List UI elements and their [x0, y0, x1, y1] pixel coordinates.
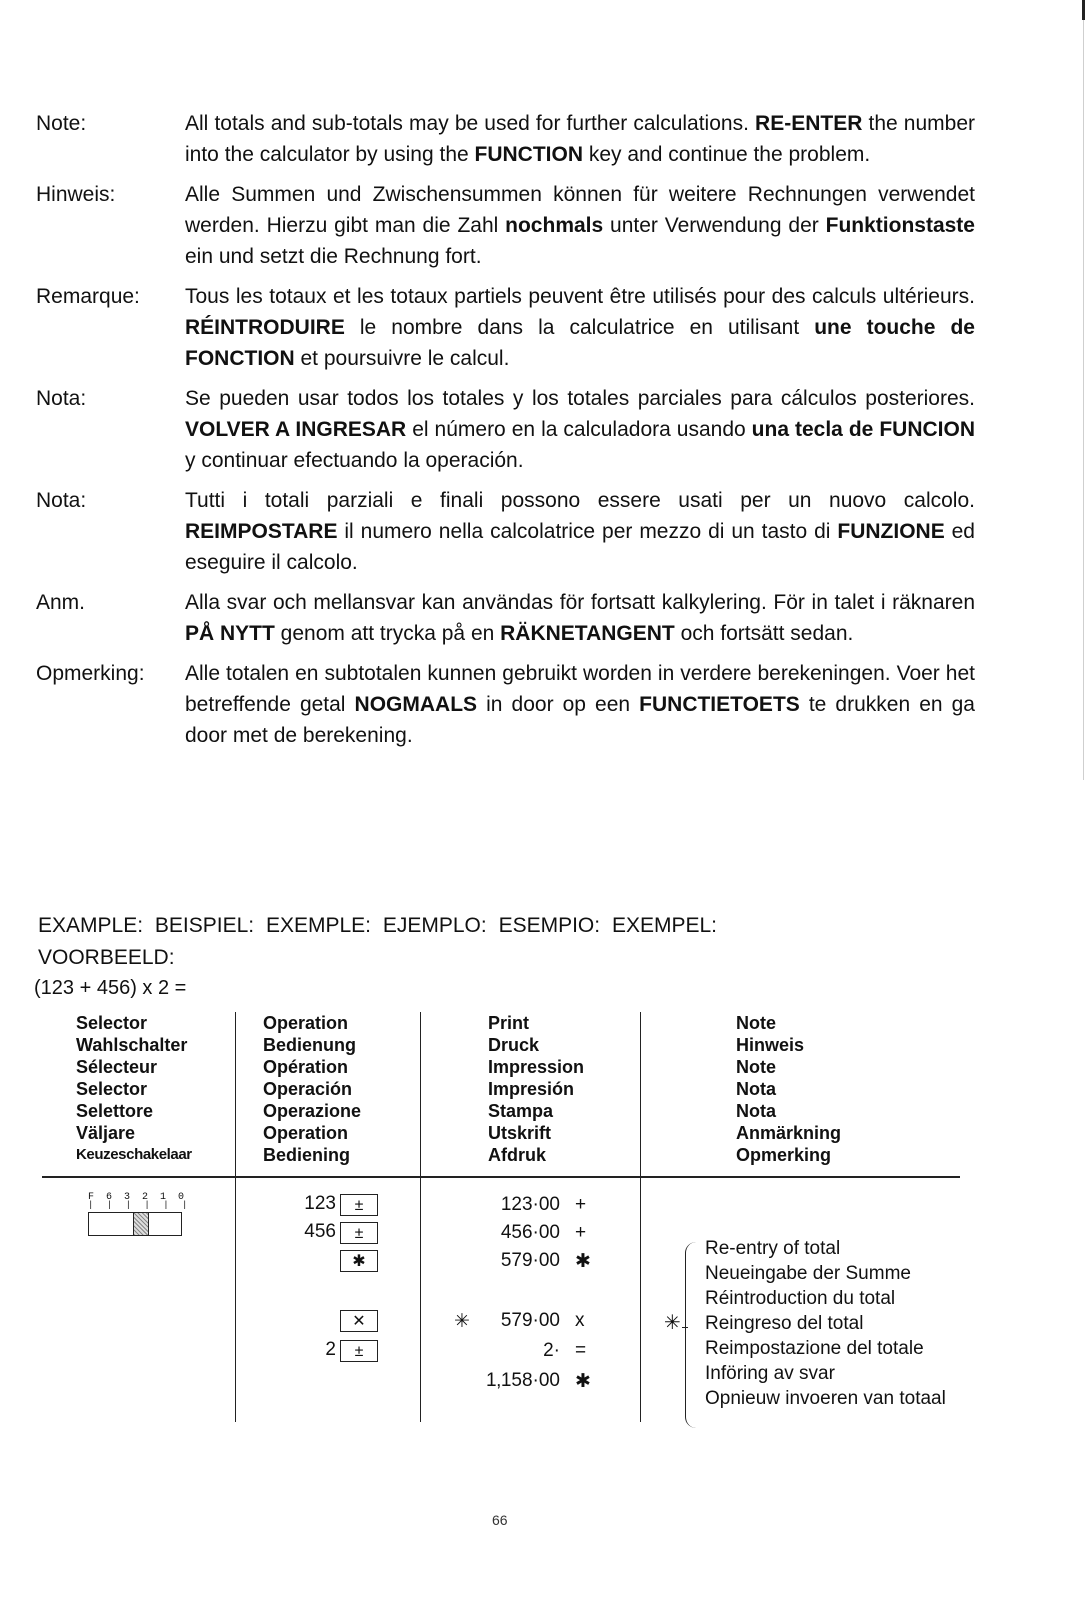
note-text: [185, 587, 975, 649]
header-cell: Wahlschalter: [76, 1035, 188, 1055]
header-cell: Väljare: [76, 1123, 136, 1143]
header-cell: Operación: [263, 1079, 353, 1099]
note-segment: Tutti i totali parziali e finali possono essere usati per un nuovo calcolo.: [185, 489, 975, 512]
note-segment: ein und setzt die Rechnung fort.: [185, 245, 482, 268]
total-key-icon: ✱: [340, 1250, 378, 1272]
note-segment: unter Verwendung der: [603, 214, 826, 237]
header-cell: Sélecteur: [76, 1057, 158, 1077]
header-cell: Operation: [263, 1013, 349, 1033]
plus-minus-key-icon: ±: [340, 1340, 378, 1362]
note-segment-bold: una tecla de FUNCION: [751, 418, 975, 441]
note-segment: genom att trycka på en: [274, 622, 501, 645]
header-cell: Note: [736, 1013, 776, 1033]
note-segment: ed eseguire il calcolo.: [185, 520, 975, 574]
page-edge-line: [1083, 20, 1084, 780]
print-row: [440, 1338, 640, 1366]
print-row: [440, 1368, 640, 1396]
header-cell: Opération: [263, 1057, 349, 1077]
note-label: Nota:: [36, 387, 87, 410]
selector-positions: F 6 3 2 1 0: [88, 1192, 188, 1203]
example-label: ESEMPIO:: [498, 914, 601, 937]
operation-row: [240, 1220, 400, 1248]
header-cell: Bediening: [263, 1145, 351, 1165]
example-label: BEISPIEL:: [154, 914, 255, 937]
note-segment-bold: nochmals: [505, 214, 604, 237]
note-label: Remarque:: [36, 285, 140, 308]
header-cell: Stampa: [488, 1101, 554, 1121]
print-symbol: ✱: [575, 1251, 591, 1272]
operation-row: [240, 1192, 400, 1220]
note-segment-bold: PÅ NYTT: [185, 622, 275, 645]
note-item: [36, 658, 976, 751]
print-row: [440, 1248, 640, 1276]
note-item: [36, 383, 976, 476]
print-row: [440, 1308, 640, 1336]
header-cell: Afdruk: [488, 1145, 546, 1165]
asterisk-icon: ✳: [454, 1311, 470, 1332]
note-line: Reingreso del total: [705, 1313, 864, 1334]
note-segment-bold: RÉINTRODUIRE: [185, 316, 345, 339]
header-selector: [76, 1012, 192, 1166]
operation-row: [240, 1308, 400, 1336]
note-item: [36, 485, 976, 578]
note-segment: Alle totalen en subtotalen kunnen gebruikt worden in verdere berekeningen. Voer het betreffende getal: [185, 662, 975, 716]
print-symbol: =: [575, 1340, 587, 1361]
note-line: Reimpostazione del totale: [705, 1338, 924, 1359]
note-segment: le nombre dans la calculatrice en utilisant: [344, 316, 815, 339]
note-label: Nota:: [36, 489, 87, 512]
plus-minus-key-icon: ±: [340, 1194, 378, 1216]
header-operation: [263, 1012, 361, 1166]
operation-number: 123: [304, 1193, 336, 1214]
note-text: [185, 179, 975, 272]
print-symbol: +: [575, 1194, 587, 1215]
note-line: Neueingabe der Summe: [705, 1263, 911, 1284]
header-cell: Opmerking: [736, 1145, 832, 1165]
note-segment-bold: RÄKNETANGENT: [500, 622, 675, 645]
column-divider: [640, 1012, 641, 1422]
selector-slot: [88, 1212, 182, 1236]
plus-minus-key-icon: ±: [340, 1222, 378, 1244]
header-cell: Selector: [76, 1079, 148, 1099]
note-segment-bold: Funktionstaste: [825, 214, 975, 237]
operation-row: [240, 1338, 400, 1366]
note-line: Opnieuw invoeren van totaal: [705, 1388, 946, 1409]
note-text: [185, 383, 975, 476]
selector-knob: [133, 1213, 149, 1235]
note-segment: the number into the calculator by using the: [185, 112, 975, 166]
header-cell: Note: [736, 1057, 776, 1077]
note-segment: te drukken en ga door met de berekening.: [185, 693, 975, 747]
asterisk-icon: ✳: [664, 1312, 681, 1334]
column-divider: [420, 1012, 421, 1422]
note-text: [185, 485, 975, 578]
print-row: [440, 1192, 640, 1220]
note-line: Réintroduction du total: [705, 1288, 896, 1309]
header-cell: Selettore: [76, 1101, 154, 1121]
operation-row: [240, 1248, 400, 1276]
example-label: EXAMPLE:: [38, 914, 144, 937]
example-label: VOORBEELD:: [38, 946, 175, 969]
note-segment-bold: VOLVER A INGRESAR: [185, 418, 407, 441]
print-value: 456·00: [500, 1222, 560, 1243]
header-cell: Utskrift: [488, 1123, 552, 1143]
example-formula: (123 + 456) x 2 =: [34, 977, 187, 999]
header-cell: Impresión: [488, 1079, 575, 1099]
note-explanation: [705, 1236, 946, 1411]
note-line: Re-entry of total: [705, 1238, 841, 1259]
note-segment-bold: une touche de FONCTION: [185, 316, 975, 370]
example-label: EJEMPLO:: [382, 914, 487, 937]
header-cell: Print: [488, 1013, 530, 1033]
print-value: 579·00: [500, 1250, 560, 1271]
note-segment: Tous les totaux et les totaux partiels peuvent être utilisés pour des calculs ultérieurs.: [185, 285, 975, 308]
print-row: [440, 1220, 640, 1248]
print-symbol: x: [575, 1310, 585, 1331]
note-segment-bold: FUNZIONE: [837, 520, 945, 543]
selector-switch-diagram: [88, 1192, 191, 1236]
note-segment: Alla svar och mellansvar kan användas för fortsatt kalkylering. För in talet i räknaren: [185, 591, 975, 614]
note-segment: il numero nella calcolatrice per mezzo di un tasto di: [337, 520, 838, 543]
header-cell: Selector: [76, 1013, 148, 1033]
multiply-key-icon: ✕: [340, 1310, 378, 1332]
header-cell: Impression: [488, 1057, 585, 1077]
note-label: Opmerking:: [36, 662, 145, 685]
header-cell: Operazione: [263, 1101, 362, 1121]
note-segment: et poursuivre le calcul.: [294, 347, 510, 370]
print-symbol: ✱: [575, 1371, 591, 1392]
print-value: 1‚158·00: [486, 1370, 560, 1391]
print-value: 579·00: [500, 1310, 560, 1331]
note-segment: Alle Summen und Zwischensummen können für weitere Rechnungen verwendet werden. Hierzu gibt man die Zahl: [185, 183, 975, 237]
operation-number: 2: [325, 1339, 336, 1360]
note-label: Hinweis:: [36, 183, 116, 206]
example-table: [40, 1012, 990, 1427]
header-print: [488, 1012, 584, 1166]
note-line: Införing av svar: [705, 1363, 835, 1384]
notes-section: [36, 108, 976, 760]
note-text: [185, 108, 975, 170]
note-label: Anm.: [36, 591, 86, 614]
note-item: [36, 587, 976, 649]
example-label: EXEMPEL:: [611, 914, 717, 937]
print-value: 123·00: [500, 1194, 560, 1215]
note-text: [185, 281, 975, 374]
note-segment-bold: RE-ENTER: [755, 112, 863, 135]
note-segment: Se pueden usar todos los totales y los totales parciales para cálculos posteriores.: [185, 387, 975, 410]
note-segment: in door op een: [477, 693, 640, 716]
header-cell: Operation: [263, 1123, 349, 1143]
header-cell: Nota: [736, 1101, 776, 1121]
column-divider: [235, 1012, 236, 1422]
note-label: Note:: [36, 112, 87, 135]
note-segment: och fortsätt sedan.: [674, 622, 854, 645]
selector-ticks: | | | | | |: [88, 1200, 192, 1210]
note-segment-bold: FUNCTIETOETS: [639, 693, 800, 716]
note-segment-bold: FUNCTION: [474, 143, 584, 166]
note-text: [185, 658, 975, 751]
print-value: 2·: [543, 1340, 560, 1361]
note-segment-bold: NOGMAALS: [354, 693, 478, 716]
header-cell: Bedienung: [263, 1035, 356, 1055]
note-item: [36, 179, 976, 272]
header-rule: [42, 1176, 960, 1178]
example-heading: [38, 910, 998, 974]
header-cell: Keuzeschakelaar: [76, 1146, 192, 1163]
note-segment-bold: REIMPOSTARE: [185, 520, 338, 543]
header-cell: Druck: [488, 1035, 540, 1055]
note-item: [36, 281, 976, 374]
header-cell: Anmärkning: [736, 1123, 842, 1143]
operation-number: 456: [304, 1221, 336, 1242]
note-item: [36, 108, 976, 170]
header-cell: Nota: [736, 1079, 776, 1099]
curly-brace-tip: [682, 1327, 688, 1336]
example-label: EXEMPLE:: [265, 914, 371, 937]
header-note: [736, 1012, 841, 1166]
note-segment: All totals and sub-totals may be used for further calculations.: [185, 112, 756, 135]
page-number: 66: [492, 1512, 508, 1528]
note-segment: y continuar efectuando la operación.: [185, 449, 524, 472]
note-segment: key and continue the problem.: [583, 143, 871, 166]
header-cell: Hinweis: [736, 1035, 805, 1055]
note-segment: el número en la calculadora usando: [406, 418, 752, 441]
print-symbol: +: [575, 1222, 587, 1243]
